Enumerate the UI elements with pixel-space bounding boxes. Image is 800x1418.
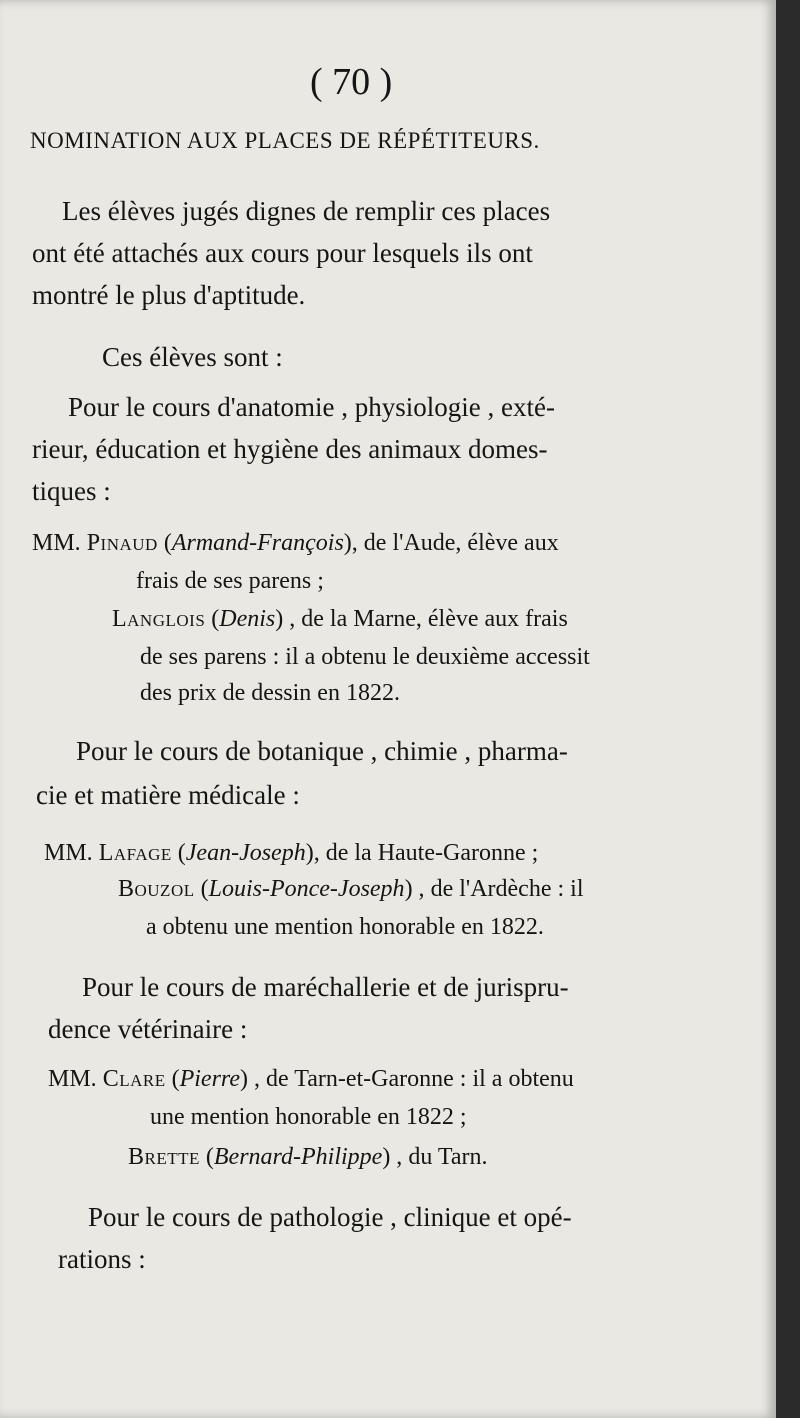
course2-line-1: Pour le cours de botanique , chimie , pharma- <box>76 736 568 766</box>
paren-close: ) , <box>382 1144 403 1170</box>
entry-prefix: MM. <box>48 1066 103 1092</box>
entry-given-name: Armand-François <box>171 530 344 556</box>
paren-close: ), <box>343 530 358 556</box>
entry-given-name: Denis <box>219 606 276 632</box>
entry-details: de la Haute-Garonne ; <box>319 840 539 866</box>
entry-given-name: Louis-Ponce-Joseph <box>208 876 405 902</box>
course2-entry-2-cont: a obtenu une mention honorable en 1822. <box>146 914 544 940</box>
paren-open: ( <box>157 530 172 556</box>
page-number: ( 70 ) <box>310 61 393 103</box>
entry-given-name: Jean-Joseph <box>185 840 306 866</box>
entry-given-name: Bernard-Philippe <box>213 1144 383 1170</box>
course4-line-2: rations : <box>58 1244 146 1274</box>
entry-prefix: MM. <box>32 530 87 556</box>
paren-close: ) , <box>240 1066 261 1092</box>
course3-entry-1 <box>48 1066 574 1093</box>
course1-entry-1 <box>32 530 559 557</box>
entry-surname: Bouzol <box>118 876 195 902</box>
entry-surname: Clare <box>102 1066 166 1092</box>
paren-close: ) , <box>275 606 296 632</box>
students-intro: Ces élèves sont : <box>102 342 283 372</box>
paren-open: ( <box>199 1144 214 1170</box>
course2-entry-1 <box>44 840 538 867</box>
entry-surname: Langlois <box>112 606 206 632</box>
course3-line-1: Pour le cours de maréchallerie et de jurispru- <box>82 972 569 1002</box>
paren-close: ) , <box>404 876 425 902</box>
course3-entry-1-cont: une mention honorable en 1822 ; <box>150 1104 467 1130</box>
intro-line-2: ont été attachés aux cours pour lesquels ils ont <box>32 238 533 268</box>
paren-open: ( <box>165 1066 180 1092</box>
paren-close: ), <box>305 840 320 866</box>
entry-prefix: MM. <box>44 840 99 866</box>
course3-line-2: dence vétérinaire : <box>48 1014 248 1044</box>
course1-line-3: tiques : <box>32 476 111 506</box>
course2-entry-2 <box>118 876 584 903</box>
intro-line-1: Les élèves jugés dignes de remplir ces places <box>62 196 551 226</box>
intro-line-3: montré le plus d'aptitude. <box>32 280 306 310</box>
course1-entry-2 <box>112 606 568 633</box>
entry-given-name: Pierre <box>179 1066 241 1092</box>
paren-open: ( <box>194 876 209 902</box>
course1-line-1: Pour le cours d'anatomie , physiologie , exté- <box>68 392 556 422</box>
entry-details: de Tarn-et-Garonne : il a obtenu <box>260 1066 574 1092</box>
course4-line-1: Pour le cours de pathologie , clinique et opé- <box>88 1202 572 1232</box>
paren-open: ( <box>171 840 186 866</box>
page-edge-shadow <box>776 0 800 1418</box>
section-heading: NOMINATION AUX PLACES DE RÉPÉTITEURS. <box>30 128 540 153</box>
course2-line-2: cie et matière médicale : <box>36 780 300 810</box>
course3-entry-2 <box>128 1144 488 1171</box>
course1-entry-2-cont-1: de ses parens : il a obtenu le deuxième accessit <box>140 644 590 670</box>
entry-surname: Lafage <box>98 840 172 866</box>
entry-surname: Brette <box>128 1144 200 1170</box>
entry-surname: Pinaud <box>86 530 158 556</box>
course1-entry-2-cont-2: des prix de dessin en 1822. <box>140 680 400 706</box>
entry-details: de la Marne, élève aux frais <box>295 606 568 632</box>
entry-details: du Tarn. <box>402 1144 488 1170</box>
paren-open: ( <box>205 606 220 632</box>
entry-details: de l'Ardèche : il <box>424 876 584 902</box>
entry-details: de l'Aude, élève aux <box>357 530 559 556</box>
course1-entry-1-cont: frais de ses parens ; <box>136 568 324 594</box>
course1-line-2: rieur, éducation et hygiène des animaux domes- <box>32 434 548 464</box>
